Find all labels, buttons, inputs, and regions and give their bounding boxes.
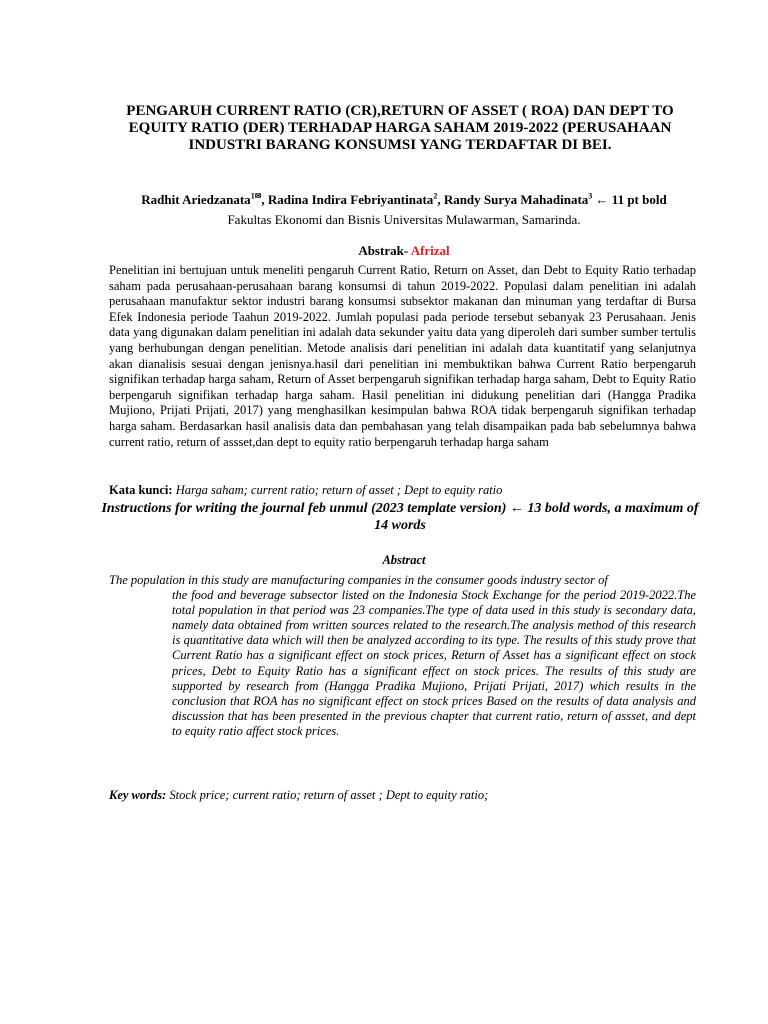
kata-kunci	[109, 483, 696, 498]
abstrak-heading	[40, 243, 768, 259]
kata-kunci-value: Harga saham; current ratio; return of asset ; Dept to equity ratio	[172, 483, 503, 497]
author-3-sup: 3	[588, 191, 593, 201]
author-2-sup: 2	[433, 191, 438, 201]
abstract-rest: the food and beverage subsector listed on the Indonesia Stock Exchange for the period 2019-2022.The total population in that period was 23 companies.The type of data used in this study is secondary data, namely data obtained from written sources related to the research.The analysis method of this research is quantitative data which will then be analyzed according to its type. The results of this study prove that Current Ratio has a significant effect on stock prices, Return of Asset has a significant effect on stock prices, Debt to Equity Ratio has a significant effect on stock prices. The results of this study are supported by research from (Hangga Pradika Mujiono, Prijati Prijati, 2017) which results in the conclusion that ROA has no significant effect on stock prices Based on the results of data analysis and discussion that has been presented in the previous chapter that current ratio, return of assset, and dept to equity ratio affect stock prices.	[172, 588, 696, 738]
kata-kunci-label: Kata kunci:	[109, 483, 173, 497]
key-words	[109, 788, 696, 803]
author-line	[40, 192, 768, 208]
author-3-name: , Randy Surya Mahadinata	[437, 192, 589, 207]
abstrak-heading-name: Afrizal	[408, 243, 450, 258]
author-2-name: , Radina Indira Febriyantinata	[261, 192, 434, 207]
author-note: ← 11 pt bold	[592, 192, 667, 207]
paper-title: PENGARUH CURRENT RATIO (CR),RETURN OF ASSET ( ROA) DAN DEPT TO EQUITY RATIO (DER) TERHADAP HARGA SAHAM 2019-2022 (PERUSAHAAN INDUSTRI BARANG KONSUMSI YANG TERDAFTAR DI BEI.	[126, 103, 674, 153]
abstract-body	[109, 573, 696, 739]
author-1-name: Radhit Ariedzanata	[141, 192, 251, 207]
abstract-first-line: The population in this study are manufacturing companies in the consumer goods industry sector of	[109, 573, 608, 587]
author-1-sup: 1✉	[250, 191, 262, 201]
instructions-title: Instructions for writing the journal feb unmul (2023 template version) ← 13 bold words, a maximum of 14 words	[101, 501, 699, 533]
abstrak-heading-label: Abstrak-	[358, 243, 409, 258]
affiliation: Fakultas Ekonomi dan Bisnis Universitas Mulawarman, Samarinda.	[227, 212, 581, 227]
abstract-heading: Abstract	[382, 553, 426, 567]
key-words-label: Key words:	[109, 788, 167, 802]
abstrak-body: Penelitian ini bertujuan untuk meneliti pengaruh Current Ratio, Return on Asset, dan Debt to Equity Ratio terhadap saham pada perusahaan-perusahaan barang konsumsi di tahun 2019-2022. Populasi dalam penelitian ini adalah perusahaan manufaktur sektor industri barang konsumsi subsektor makanan dan minuman yang terdaftar di Bursa Efek Indonesia periode Taahun 2019-2022. Jumlah populasi pada periode tersebut sebanyak 23 Perusahaan. Jenis data yang digunakan dalam penelitian ini adalah data sekunder yaitu data yang diperoleh dari sumber sumber tertulis yang berhubungan dengan penelitian. Metode analisis dari penelitian ini adalah data kuantitatif yang selanjutnya akan dianalisis sesuai dengan jenisnya.hasil dari penelitian ini membuktikan bahwa Current Ratio berpengaruh signifikan terhadap harga saham, Return of Asset berpengaruh signifikan terhadap harga saham, Debt to Equity Ratio berpengaruh signifikan terhadap harga saham. Hasil penelitian ini didukung penelitian dari (Hangga Pradika Mujiono, Prijati Prijati, 2017) yang menghasilkan kesimpulan bahwa ROA tidak berpengaruh signifikan terhadap harga saham. Berdasarkan hasil analisis data dan pembahasan yang telah disampaikan pada bab sebelumnya bahwa current ratio, return of assset,dan dept to equity ratio berpengaruh terhadap harga saham	[109, 263, 696, 449]
key-words-value: Stock price; current ratio; return of asset ; Dept to equity ratio;	[166, 788, 489, 802]
